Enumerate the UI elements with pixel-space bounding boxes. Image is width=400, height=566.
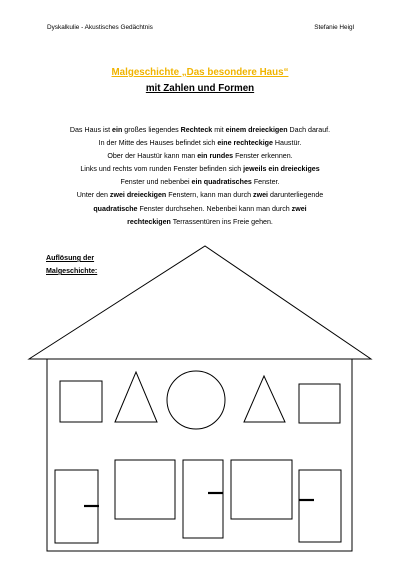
story-emphasis: eine rechteckige — [217, 139, 273, 148]
header-right: Stefanie Heigl — [314, 24, 354, 31]
story-fragment: Links und rechts vom runden Fenster befinden sich — [80, 165, 244, 174]
window-triangle-left — [115, 372, 157, 422]
story-fragment: Das Haus ist — [69, 126, 113, 134]
title-line-1: Malgeschichte „Das besondere Haus“ — [111, 67, 289, 78]
story-fragment: Dach darauf. — [287, 126, 331, 134]
story-emphasis: Rechteck — [180, 126, 213, 134]
story-emphasis: einem dreieckigen — [225, 126, 288, 134]
story-fragment: Fenster durchsehen. Nebenbei kann man durch — [137, 204, 292, 213]
solution-label-line-1: Auflösung der — [46, 254, 95, 262]
story-fragment: großes liegendes — [122, 126, 181, 134]
window-square-lower-right — [231, 460, 292, 519]
story-emphasis: rechteckigen — [127, 217, 171, 226]
story-emphasis: ein quadratisches — [191, 178, 252, 187]
window-square-right — [299, 384, 340, 423]
window-square-lower-left — [115, 460, 175, 519]
story-fragment: Haustür. — [272, 139, 302, 148]
window-round — [167, 371, 225, 429]
story-fragment: Ober der Haustür kann man — [107, 152, 198, 161]
story-emphasis: ein rundes — [197, 152, 234, 161]
story-emphasis: quadratische — [93, 204, 138, 213]
story-fragment: Fenster und nebenbei — [120, 178, 192, 187]
window-square-left — [60, 381, 102, 422]
house-body — [47, 359, 352, 551]
story-fragment: Fenstern, kann man durch — [166, 191, 254, 200]
window-triangle-right — [244, 376, 285, 422]
roof-triangle — [29, 246, 371, 359]
header-left: Dyskalkulie - Akustisches Gedächtnis — [47, 24, 153, 31]
story-fragment: Fenster erkennen. — [233, 152, 293, 161]
story-fragment: Unter den — [76, 191, 110, 200]
story-emphasis: ein — [112, 126, 123, 134]
story-fragment: mit — [212, 126, 226, 134]
story-emphasis: zwei — [291, 204, 307, 213]
story-fragment: In der Mitte des Hauses befindet sich — [98, 139, 218, 148]
solution-label-line-2: Malgeschichte: — [46, 267, 98, 275]
story-emphasis: zwei — [253, 191, 269, 200]
title-line-2: mit Zahlen und Formen — [145, 83, 255, 94]
story-fragment: darunterliegende — [268, 191, 324, 200]
story-emphasis: jeweils ein dreieckiges — [243, 165, 320, 174]
story-fragment: Fenster. — [251, 178, 280, 187]
terrace-door-right — [299, 470, 341, 542]
story-fragment: Terrassentüren ins Freie gehen. — [170, 217, 273, 226]
front-door — [183, 460, 223, 538]
story-emphasis: zwei dreieckigen — [109, 191, 167, 200]
